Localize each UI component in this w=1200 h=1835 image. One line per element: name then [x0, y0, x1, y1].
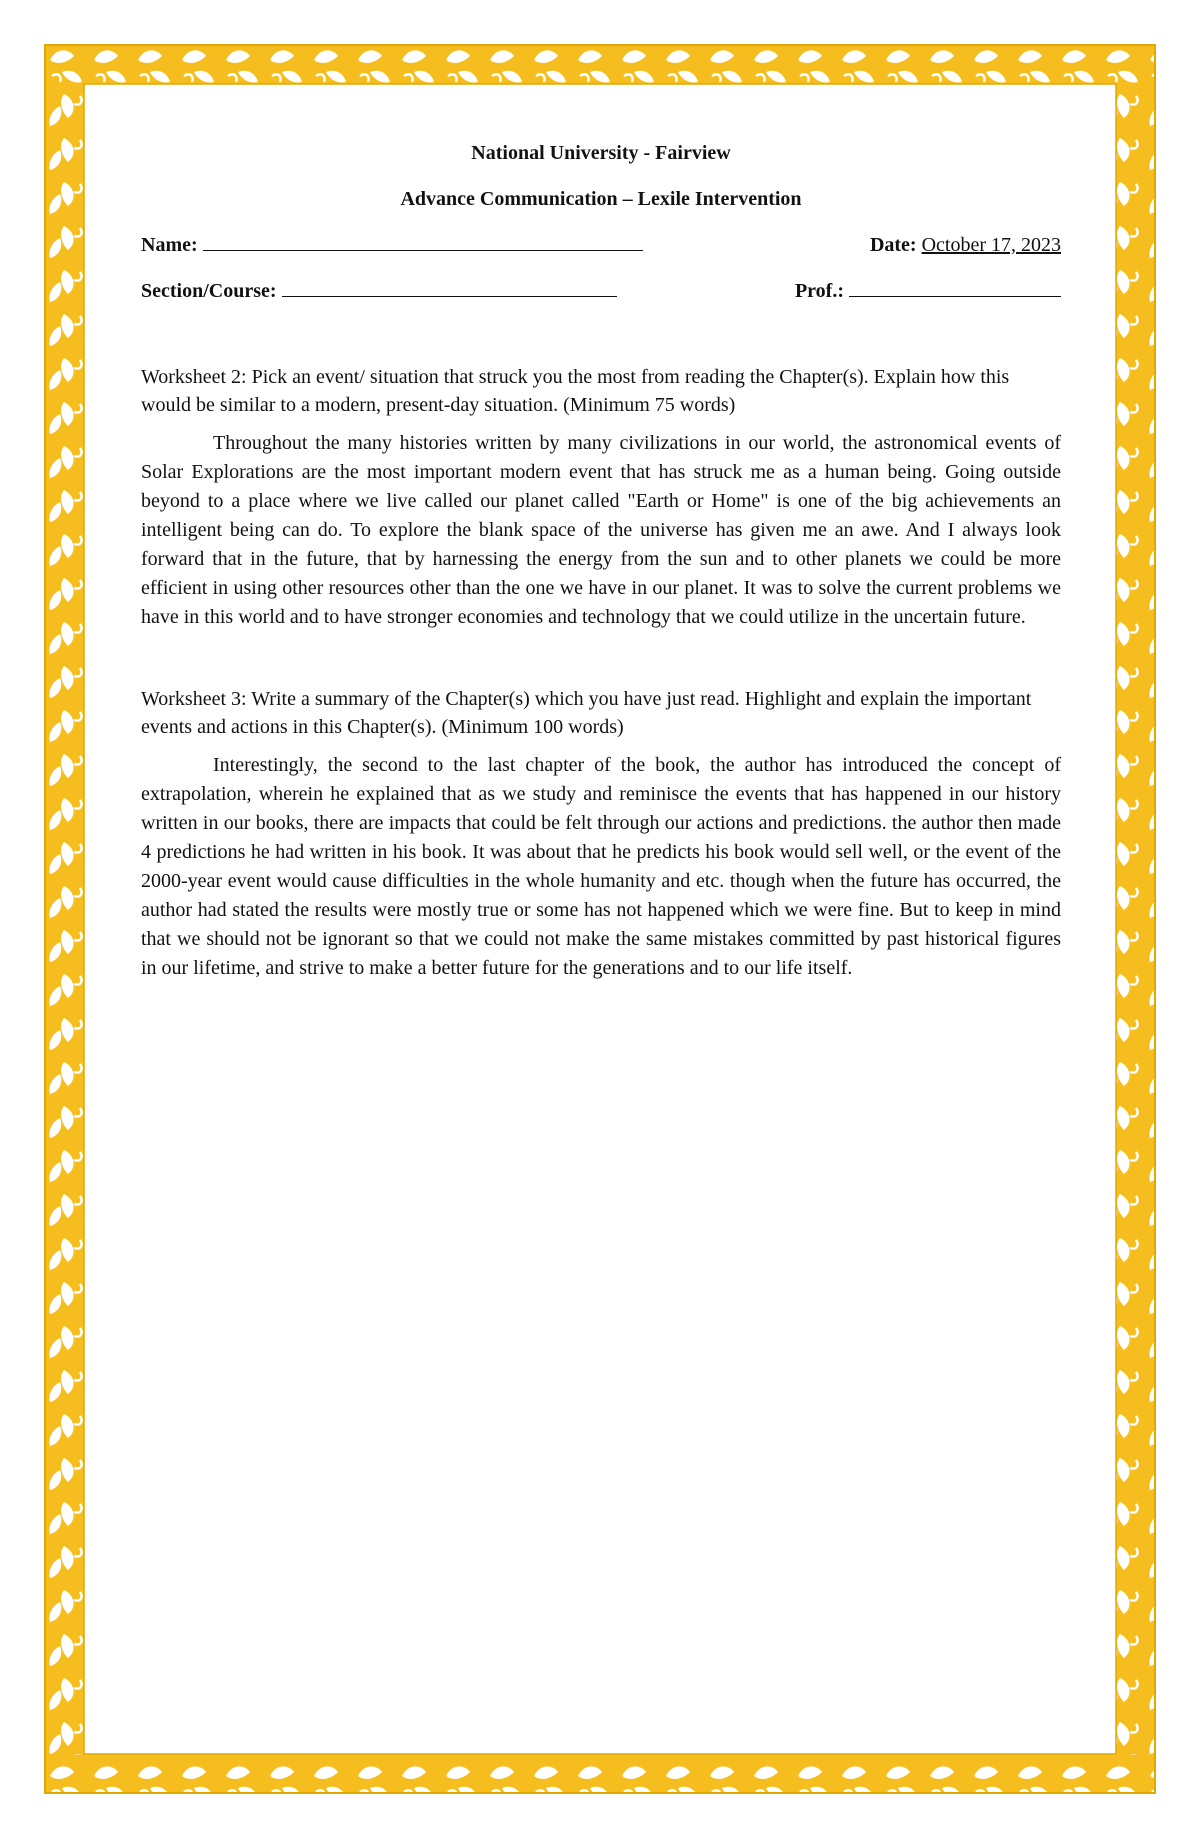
section-field [141, 278, 617, 304]
name-field [141, 232, 643, 258]
worksheet2-answer: Throughout the many histories written by many civilizations in our world, the astronomical events of Solar Explorations are the most important modern event that has struck me as a human being. Going outside beyond to a place where we live called our planet called "Earth or Home" is one of the big achievements an intelligent being can do. To explore the blank space of the universe has given me an awe. And I always look forward that in the future, that by harnessing the energy from the sun and to other planets we could be more efficient in using other resources other than the one we have in our planet. It was to solve the current problems we have in this world and to have stronger economies and technology that we could utilize in the uncertain future. [141, 432, 1061, 628]
date-field [870, 232, 1061, 258]
section-prof-row [141, 278, 1061, 304]
section-blank-line[interactable] [282, 278, 617, 297]
name-blank-line[interactable] [203, 232, 643, 251]
name-label: Name: [141, 234, 198, 256]
institution-title: National University - Fairview [471, 142, 731, 164]
worksheet2-prompt: Worksheet 2: Pick an event/ situation that struck you the most from reading the Chapter(s). Explain how this would be similar to a modern, present-day situation. (Minimum 75 words) [141, 366, 1010, 416]
worksheet3-answer: Interestingly, the second to the last chapter of the book, the author has introduced the concept of extrapolation, wherein he explained that as we study and reminisce the events that has happened in our history written in our books, there are impacts that could be felt through our actions and predictions. the author then made 4 predictions he had written in his book. It was about that he predicts his book would sell well, or the event of the 2000-year event would cause difficulties in the whole humanity and etc. though when the future has occurred, the author had stated the results were mostly true or some has not happened which we were fine. But to keep in mind that we should not be ignorant so that we could not make the same mistakes committed by past historical figures in our lifetime, and strive to make a better future for the generations and to our life itself. [141, 754, 1061, 979]
course-title: Advance Communication – Lexile Intervention [400, 188, 802, 210]
date-value: October 17, 2023 [921, 234, 1061, 256]
prof-blank-line[interactable] [849, 278, 1061, 297]
prof-field [795, 278, 1061, 304]
worksheet-content [141, 140, 1061, 983]
date-label: Date: [869, 234, 917, 256]
section-label: Section/Course: [141, 280, 277, 302]
worksheet3-prompt: Worksheet 3: Write a summary of the Chapter(s) which you have just read. Highlight and explain the important events and actions in this Chapter(s). (Minimum 100 words) [141, 688, 1032, 738]
name-date-row [141, 232, 1061, 258]
prof-label: Prof.: [794, 280, 844, 302]
